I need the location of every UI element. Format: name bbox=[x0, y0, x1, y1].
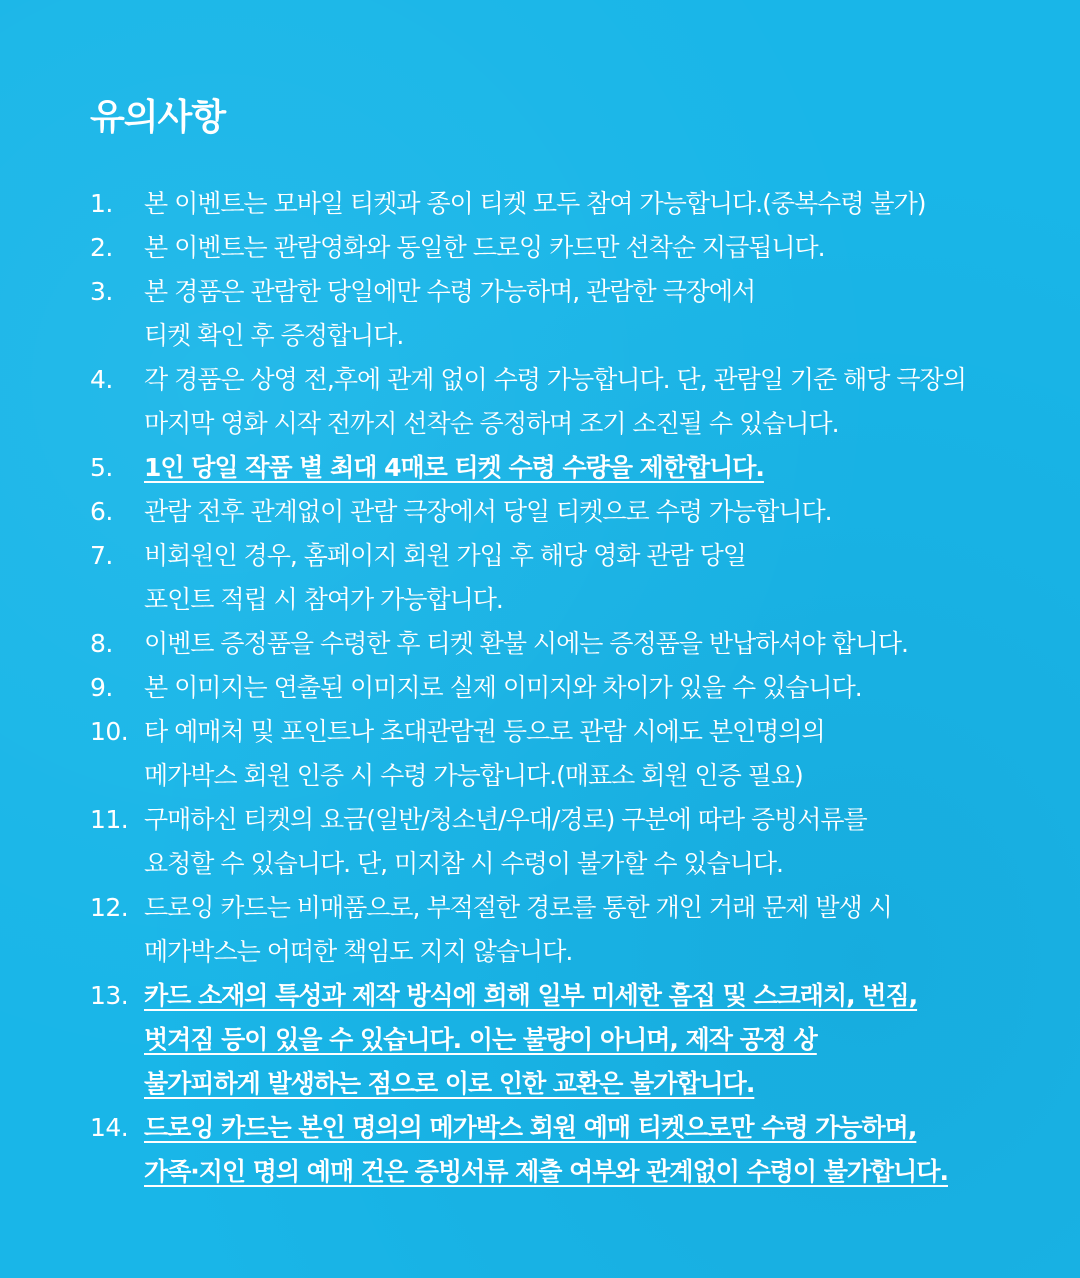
item-text-line: 포인트 적립 시 참여가 가능합니다. bbox=[144, 585, 503, 614]
item-text-line: 본 이벤트는 모바일 티켓과 종이 티켓 모두 참여 가능합니다.(중복수령 불가) bbox=[144, 189, 926, 218]
notice-item-10 bbox=[90, 710, 1020, 798]
notice-item-7 bbox=[90, 534, 1020, 622]
item-text-line: 타 예매처 및 포인트나 초대관람권 등으로 관람 시에도 본인명의의 bbox=[144, 717, 825, 746]
notice-list bbox=[90, 182, 1020, 1194]
item-number: 7. bbox=[90, 541, 113, 570]
item-text-line: 티켓 확인 후 증정합니다. bbox=[144, 321, 404, 350]
item-number: 12. bbox=[90, 893, 129, 922]
notice-item-11 bbox=[90, 798, 1020, 886]
notice-item-9 bbox=[90, 666, 1020, 710]
notice-item-8 bbox=[90, 622, 1020, 666]
notice-item-1 bbox=[90, 182, 1020, 226]
item-text-line-emphasized: 불가피하게 발생하는 점으로 이로 인한 교환은 불가합니다. bbox=[144, 1069, 755, 1098]
item-text-line: 마지막 영화 시작 전까지 선착순 증정하며 조기 소진될 수 있습니다. bbox=[144, 409, 839, 438]
item-number: 9. bbox=[90, 673, 113, 702]
item-text-line: 본 이미지는 연출된 이미지로 실제 이미지와 차이가 있을 수 있습니다. bbox=[144, 673, 862, 702]
item-text-line: 각 경품은 상영 전,후에 관계 없이 수령 가능합니다. 단, 관람일 기준 해당 극장의 bbox=[144, 365, 966, 394]
item-number: 14. bbox=[90, 1113, 129, 1142]
item-number: 5. bbox=[90, 453, 113, 482]
page-title: 유의사항 bbox=[90, 97, 226, 138]
item-number: 2. bbox=[90, 233, 113, 262]
item-text-line-emphasized: 1인 당일 작품 별 최대 4매로 티켓 수령 수량을 제한합니다. bbox=[144, 453, 764, 482]
notice-item-13 bbox=[90, 974, 1020, 1106]
item-text-line: 드로잉 카드는 비매품으로, 부적절한 경로를 통한 개인 거래 문제 발생 시 bbox=[144, 893, 892, 922]
item-text-line: 구매하신 티켓의 요금(일반/청소년/우대/경로) 구분에 따라 증빙서류를 bbox=[144, 805, 867, 834]
item-number: 3. bbox=[90, 277, 113, 306]
notice-item-6 bbox=[90, 490, 1020, 534]
item-text-line: 요청할 수 있습니다. 단, 미지참 시 수령이 불가할 수 있습니다. bbox=[144, 849, 783, 878]
item-text-line: 본 경품은 관람한 당일에만 수령 가능하며, 관람한 극장에서 bbox=[144, 277, 756, 306]
item-text-line: 관람 전후 관계없이 관람 극장에서 당일 티켓으로 수령 가능합니다. bbox=[144, 497, 832, 526]
item-text-line-emphasized: 카드 소재의 특성과 제작 방식에 희해 일부 미세한 흠집 및 스크래치, 번짐, bbox=[144, 981, 918, 1010]
item-text-line-emphasized: 벗겨짐 등이 있을 수 있습니다. 이는 불량이 아니며, 제작 공정 상 bbox=[144, 1025, 817, 1054]
item-text-line: 메가박스 회원 인증 시 수령 가능합니다.(매표소 회원 인증 필요) bbox=[144, 761, 803, 790]
item-number: 4. bbox=[90, 365, 113, 394]
item-number: 13. bbox=[90, 981, 129, 1010]
item-text-line: 이벤트 증정품을 수령한 후 티켓 환불 시에는 증정품을 반납하셔야 합니다. bbox=[144, 629, 908, 658]
notice-item-3 bbox=[90, 270, 1020, 358]
notice-item-2 bbox=[90, 226, 1020, 270]
item-text-line: 본 이벤트는 관람영화와 동일한 드로잉 카드만 선착순 지급됩니다. bbox=[144, 233, 825, 262]
item-number: 11. bbox=[90, 805, 129, 834]
item-number: 10. bbox=[90, 717, 129, 746]
notice-item-5 bbox=[90, 446, 1020, 490]
item-text-line-emphasized: 드로잉 카드는 본인 명의의 메가박스 회원 예매 티켓으로만 수령 가능하며, bbox=[144, 1113, 917, 1142]
item-text-line: 비회원인 경우, 홈페이지 회원 가입 후 해당 영화 관람 당일 bbox=[144, 541, 746, 570]
item-text-line-emphasized: 가족·지인 명의 예매 건은 증빙서류 제출 여부와 관계없이 수령이 불가합니다. bbox=[144, 1157, 948, 1186]
item-number: 8. bbox=[90, 629, 113, 658]
notice-item-12 bbox=[90, 886, 1020, 974]
item-number: 6. bbox=[90, 497, 113, 526]
item-text-line: 메가박스는 어떠한 책임도 지지 않습니다. bbox=[144, 937, 573, 966]
notice-item-4 bbox=[90, 358, 1020, 446]
item-number: 1. bbox=[90, 189, 113, 218]
notice-item-14 bbox=[90, 1106, 1020, 1194]
